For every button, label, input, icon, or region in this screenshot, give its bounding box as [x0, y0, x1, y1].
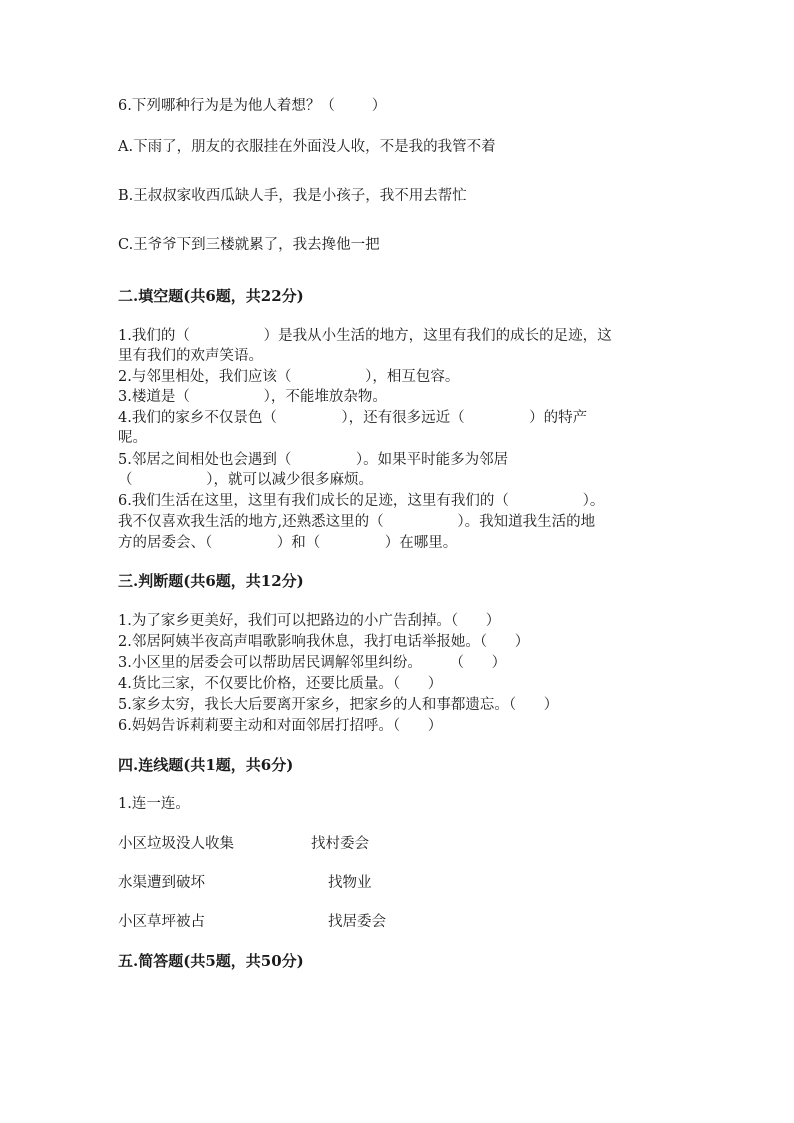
match-left-item: 小区草坪被占 [118, 914, 205, 930]
match-left-item: 水渠遭到破坏 [118, 875, 205, 891]
match-section-heading: 四.连线题(共1题，共6分) [118, 756, 294, 774]
fill-line: 里有我们的欢声笑语。 [118, 348, 263, 364]
fill-line: 1.我们的（ ）是我从小生活的地方，这里有我们的成长的足迹，这 [118, 328, 612, 344]
fill-section-heading: 二.填空题(共6题，共22分) [118, 287, 304, 305]
fill-line: 方的居委会、（ ）和（ ）在哪里。 [118, 535, 458, 551]
judge-line: 2.邻居阿姨半夜高声唱歌影响我休息，我打电话举报她。（ ） [118, 634, 530, 650]
fill-line: 4.我们的家乡不仅景色（ ），还有很多远近（ ）的特产 [118, 410, 588, 426]
judge-section-heading: 三.判断题(共6题，共12分) [118, 572, 304, 590]
q6-option-b: B.王叔叔家收西瓜缺人手，我是小孩子，我不用去帮忙 [118, 188, 467, 204]
fill-line: 3.楼道是（ ），不能堆放杂物。 [118, 389, 387, 405]
judge-line: 3.小区里的居委会可以帮助居民调解邻里纠纷。 （ ） [118, 655, 507, 671]
judge-line: 6.妈妈告诉莉莉要主动和对面邻居打招呼。（ ） [118, 718, 443, 734]
fill-line: 2.与邻里相处，我们应该（ ），相互包容。 [118, 369, 460, 385]
q6-option-c: C.王爷爷下到三楼就累了，我去搀他一把 [118, 237, 380, 253]
fill-line: 我不仅喜欢我生活的地方,还熟悉这里的（ ）。我知道我生活的地 [118, 514, 596, 530]
q6-stem: 6.下列哪种行为是为他人着想？（ ） [118, 98, 387, 114]
fill-line: 5.邻居之间相处也会遇到（ ）。如果平时能多为邻居 [118, 452, 509, 468]
match-right-item: 找物业 [328, 875, 372, 891]
fill-line: 6.我们生活在这里，这里有我们成长的足迹，这里有我们的（ ）。 [118, 493, 605, 509]
fill-line: （ ），就可以减少很多麻烦。 [118, 472, 373, 488]
judge-line: 5.家乡太穷，我长大后要离开家乡，把家乡的人和事都遗忘。（ ） [118, 697, 559, 713]
match-right-item: 找村委会 [311, 836, 369, 852]
match-right-item: 找居委会 [328, 914, 386, 930]
judge-line: 1.为了家乡更美好，我们可以把路边的小广告刮掉。（ ） [118, 613, 501, 629]
fill-line: 呢。 [118, 430, 147, 446]
judge-line: 4.货比三家，不仅要比价格，还要比质量。（ ） [118, 676, 443, 692]
q6-option-a: A.下雨了，朋友的衣服挂在外面没人收，不是我的我管不着 [118, 139, 496, 155]
match-instruction: 1.连一连。 [118, 796, 190, 812]
match-left-item: 小区垃圾没人收集 [118, 836, 234, 852]
short-section-heading: 五.简答题(共5题，共50分) [118, 952, 304, 970]
